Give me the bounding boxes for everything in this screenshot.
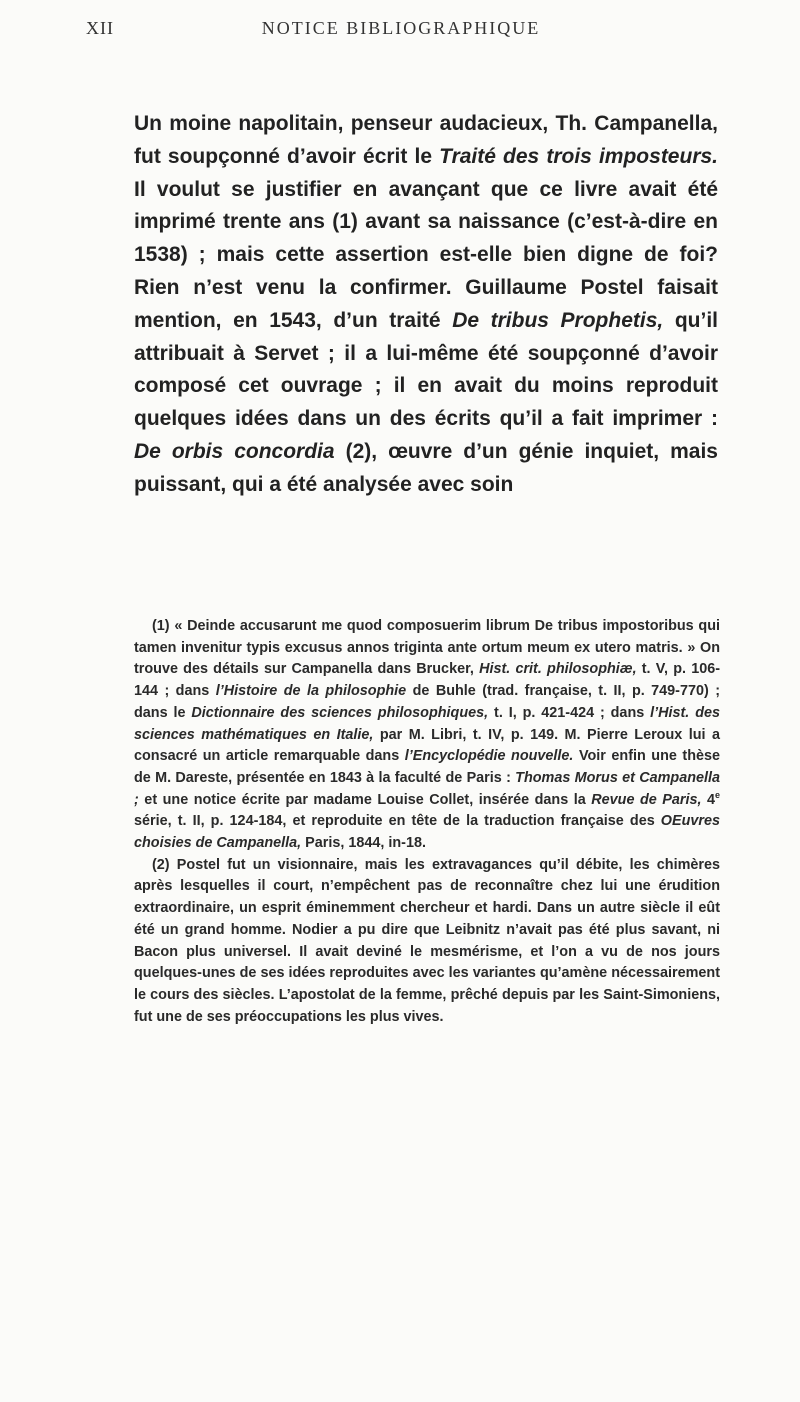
text-run: 4: [701, 791, 715, 808]
page-number: XII: [86, 18, 114, 38]
text-run: de Buhle (trad. française, t. II, p. 749-770) ; dans le: [134, 683, 721, 721]
italic-title: Hist. crit. philosophiæ,: [479, 661, 637, 678]
footnotes: [134, 616, 720, 1028]
running-title: NOTICE BIBLIOGRAPHIQUE: [261, 18, 541, 38]
text-run: Voir enfin une thèse de M. Dareste, présentée en 1843 à la faculté de Paris :: [134, 748, 720, 786]
italic-title: l’Histoire de la philosophie: [215, 683, 407, 700]
text-run: (1) « Deinde accusarunt me quod composuerim librum De tribus impostoribus qui tamen invenitur typis excusus annos triginta ante ortum meum ex utero matris. » On trouve des détails sur Campanella dans Brucker,: [134, 618, 720, 678]
italic-title: Revue de Paris,: [591, 791, 702, 808]
footnote-1: [134, 616, 720, 855]
italic-title: Traité des trois imposteurs.: [439, 144, 718, 168]
italic-title: Thomas Morus et Campanella ;: [134, 769, 720, 808]
italic-title: l’Hist. des sciences mathématiques en Italie,: [134, 704, 720, 743]
text-run: Un moine napolitain, penseur audacieux, Th. Campanella, fut soupçonné d’avoir écrit le: [134, 112, 718, 168]
text-run: Il voulut se justifier en avançant que ce livre avait été imprimé trente ans (1) avant sa naissance (c’est-à-dire en 1538) ; mais cette assertion est-elle bien digne de foi? Rien n’est venu la confirmer. Guillaume Postel faisait mention, en 1543, d’un traité: [134, 177, 718, 332]
italic-title: De orbis concordia: [134, 439, 335, 463]
running-head: [86, 18, 716, 58]
text-run: t. V, p. 106-144 ; dans: [134, 661, 721, 700]
text-run: et une notice écrite par madame Louise Collet, insérée dans la: [138, 791, 592, 808]
superscript: e: [715, 789, 721, 800]
italic-title: De tribus Prophetis,: [452, 308, 664, 332]
text-run: Paris, 1844, in-18.: [301, 835, 426, 852]
footnote-2: (2) Postel fut un visionnaire, mais les extravagances qu’il débite, les chimères après lesquelles il court, n’empêchent pas de reconnaître chez lui une érudition extraordinaire, un esprit éminemment chercheur et hardi. Dans un autre siècle il eût été un grand homme. Nodier a pu dire que Leibnitz n’avait pas été plus savant, ni Bacon plus universel. Il avait deviné le mesmérisme, et l’on a vu de nos jours quelques-unes de ses idées reproduites avec les variantes qu’amène nécessairement le cours des siècles. L’apostolat de la femme, prêché depuis par les Saint-Simoniens, fut une de ses préoccupations les plus vives.: [134, 856, 720, 1025]
italic-title: l’Encyclopédie nouvelle.: [404, 748, 574, 765]
italic-title: Dictionnaire des sciences philosophiques,: [191, 704, 489, 721]
text-run: (2), œuvre d’un génie inquiet, mais puissant, qui a été analysée avec soin: [134, 439, 718, 496]
text-run: série, t. II, p. 124-184, et reproduite en tête de la traduction française des: [134, 813, 661, 830]
text-run: t. I, p. 421-424 ; dans: [488, 704, 651, 721]
text-run: qu’il attribuait à Servet ; il a lui-même été soupçonné d’avoir composé cet ouvrage ; il en avait du moins reproduit quelques idées dans un des écrits qu’il a fait imprimer :: [134, 308, 718, 431]
text-run: par M. Libri, t. IV, p. 149. M. Pierre Leroux lui a consacré un article remarquable dans: [134, 726, 721, 765]
italic-title: OEuvres choisies de Campanella,: [134, 813, 720, 852]
main-paragraph: [134, 108, 718, 502]
